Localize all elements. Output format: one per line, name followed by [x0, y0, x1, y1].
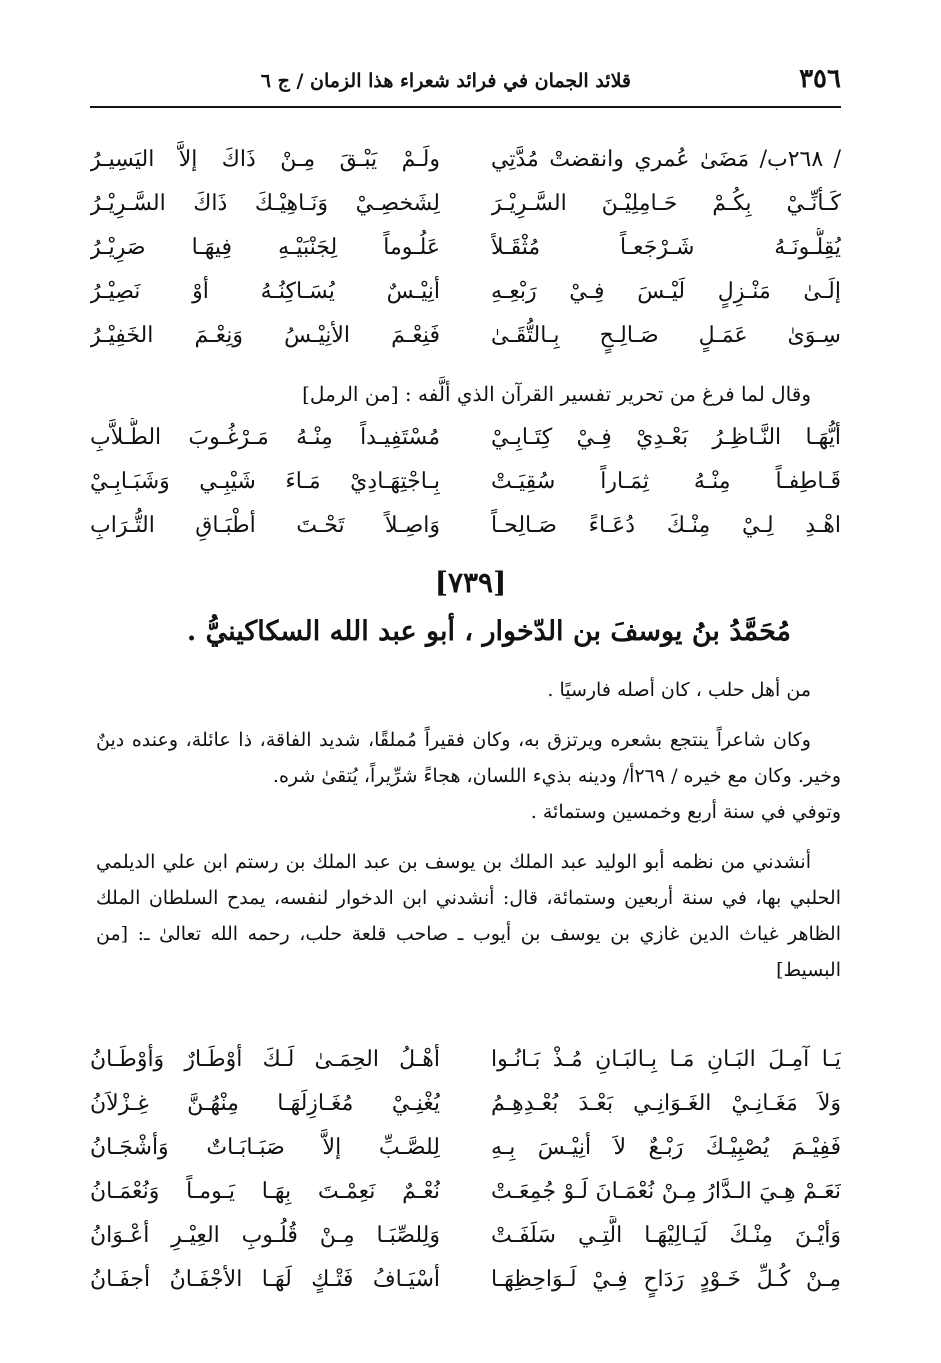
hemistich-first: إلَـىٰ مَنْـزِلٍ لَيْـسَ فِـيْ رَبْعِـهِ [491, 279, 841, 304]
verse [90, 140, 841, 184]
verse [90, 1260, 841, 1304]
bio-origin: من أهل حلب ، كان أصله فارسيًا . [547, 679, 811, 701]
verse [90, 228, 841, 272]
hemistich-second: يُغْنِـيْ مُغَـازِلَهَـا مِنْهُـنَّ غِـزْلاَنُ [90, 1091, 440, 1116]
hemistich-second: لِلصَّـبِّ إلاَّ صَبَـابَـاتٌ وَأشْجَـانُ [90, 1135, 440, 1160]
hemistich-second: ولَـمْ يَبْـقَ مِـنْ ذَاكَ إلاَّ اليَسِيـرُ [90, 147, 440, 172]
hemistich-first: اهْـدِ لِـيْ مِنْـكَ دُعَـاءً صَـالِحـاً [491, 513, 841, 538]
hemistich-first: يَـا آمِـلَ البَـانِ مَـا بِـالبَـانِ مُـذْ بَـانُـوا [491, 1047, 841, 1072]
verse [90, 316, 841, 360]
hemistich-second: وَلِلصِّبَـا مِـنْ قُلُـوبِ العِيْـرِ أعْـوَانُ [90, 1223, 440, 1248]
hemistich-first: سِـوَىٰ عَمَـلٍ صَـالِـحٍ بِـالتُّقَـىٰ [491, 323, 841, 348]
poem-block-3 [90, 1040, 841, 1304]
hemistich-first: أيُّهَـا النَّـاظِـرُ بَعْـدِيْ فِـيْ كِتَـابِـيْ [491, 425, 841, 450]
running-title: قلائد الجمان في فرائد شعراء هذا الزمان / ج ٦ [260, 70, 631, 92]
hemistich-second: أسْيَـافُ فَتْـكٍ لَهَـا الأجْفَـانُ أجفَـانُ [90, 1267, 440, 1292]
page-number: ٣٥٦ [799, 64, 841, 94]
hemistich-first: قَـاطِفـاً مِنْـهُ ثِمَـاراً سُقِيَـتْ [491, 469, 841, 494]
hemistich-first: يُقِلُّـونَـهُ شَـرْجَعـاً مُثْقَـلاً [491, 235, 841, 260]
poem-intro: وقال لما فرغ من تحرير تفسير القرآن الذي ألَّفه : [من الرمل] [302, 382, 811, 406]
hemistich-second: وَاصِـلاً تَحْـتَ أطْبَـاقِ التُّـرَابِ [90, 513, 440, 538]
verse [90, 1084, 841, 1128]
entry-heading: مُحَمَّدُ بنُ يوسفَ بن الدّخوار ، أبو عبد الله السكاكينيُّ . [186, 616, 791, 647]
hemistich-second: بِـاجْتِهَـادِيْ مَـاءَ شَيْبِـي وَشَبَـابِـيْ [90, 469, 440, 494]
verse [90, 1040, 841, 1084]
poem-block-2 [90, 418, 841, 550]
running-head [90, 60, 841, 108]
verse [90, 1172, 841, 1216]
hemistich-first: نَعَـمْ هِـيَ الـدَّارُ مِـنْ نُعْمَـانَ لَـوْ جُمِعَـتْ [491, 1179, 841, 1204]
hemistich-second: مُسْتَفِيـداً مِنْـهُ مَـرْغُـوبَ الطُّـلاَّبِ [90, 425, 440, 450]
bio-description: وكان شاعراً ينتجع بشعره ويرتزق به، وكان فقيراً مُملقًا، شديد الفاقة، ذا عائلة، وعنده دينٌ وخير. وكان مع خيره / ٢٦٩أ/ ودينه بذيء اللسان، هجاءً شرِّيراً، يُتقىٰ شره. [96, 729, 841, 787]
hemistich-second: فَنِعْـمَ الأنِيْـسُ وَنِعْـمَ الخَفِيْـرُ [90, 323, 440, 348]
verse [90, 272, 841, 316]
verse [90, 462, 841, 506]
hemistich-first: وَأيْـنَ مِنْـكَ لَيَـالِيْهَـا الَّتِـي سَلَفَـتْ [491, 1223, 841, 1248]
verse [90, 1216, 841, 1260]
bio-death: وتوفي في سنة أربع وخمسين وستمائة . [530, 801, 841, 823]
hemistich-second: لِشَخصِـيْ وَنَـاهِيْـكَ ذَاكَ السَّـرِيْـرُ [90, 191, 440, 216]
verse [90, 506, 841, 550]
poem-block-1 [90, 140, 841, 360]
hemistich-second: عَلُـوماً لِجَنْبَيْـهِ فِيهَـا صَرِيْـرُ [90, 235, 440, 260]
hemistich-first: وَلاَ مَغَـانِـيْ الغَـوَانِـي بَعْـدَ بُعْـدِهِـمُ [491, 1091, 841, 1116]
hemistich-second: أنِيْـسٌ يُسَـاكِنُـهُ أوْ نَصِيْـرُ [90, 279, 440, 304]
hemistich-first: فَفِيْـمَ يُصْبِيْـكَ رَبْـعٌ لاَ أنِيْـسَ بِـهِ [491, 1135, 841, 1160]
hemistich-first: / ٢٦٨ب/ مَضَىٰ عُمري وانقضتْ مُدَّتِي [491, 147, 841, 172]
verse [90, 1128, 841, 1172]
hemistich-second: نُعْـمٌ نَعِمْـتَ بِهَـا يَـومـاً وَنُعْمَـانُ [90, 1179, 440, 1204]
biography [96, 672, 841, 988]
verse [90, 418, 841, 462]
bio-narration: أنشدني من نظمه أبو الوليد عبد الملك بن يوسف بن عبد الملك بن رستم ابن علي الديلمي الحلبي بها، في سنة أربعين وستمائة، قال: أنشدني ابن الدخوار لنفسه، يمدح السلطان الملك الظاهر غياث الدين غازي بن يوسف بن أيوب ـ صاحب قلعة حلب، رحمه الله تعالىٰ ـ: [من البسيط] [96, 851, 841, 981]
hemistich-first: كَـأنِّـيْ بِكُـمْ حَـامِلِيْـنَ السَّـرِيْـرَ [491, 191, 841, 216]
entry-number: [٧٣٩] [434, 566, 507, 599]
hemistich-second: أهْـلُ الحِمَـىٰ لَـكَ أوْطَـارٌ وَأوْطَـانُ [90, 1047, 440, 1072]
verse [90, 184, 841, 228]
hemistich-first: مِـنْ كُـلِّ خَـوْدٍ رَدَاحٍ فِـيْ لَـوَاحِظِهَـا [491, 1267, 841, 1292]
